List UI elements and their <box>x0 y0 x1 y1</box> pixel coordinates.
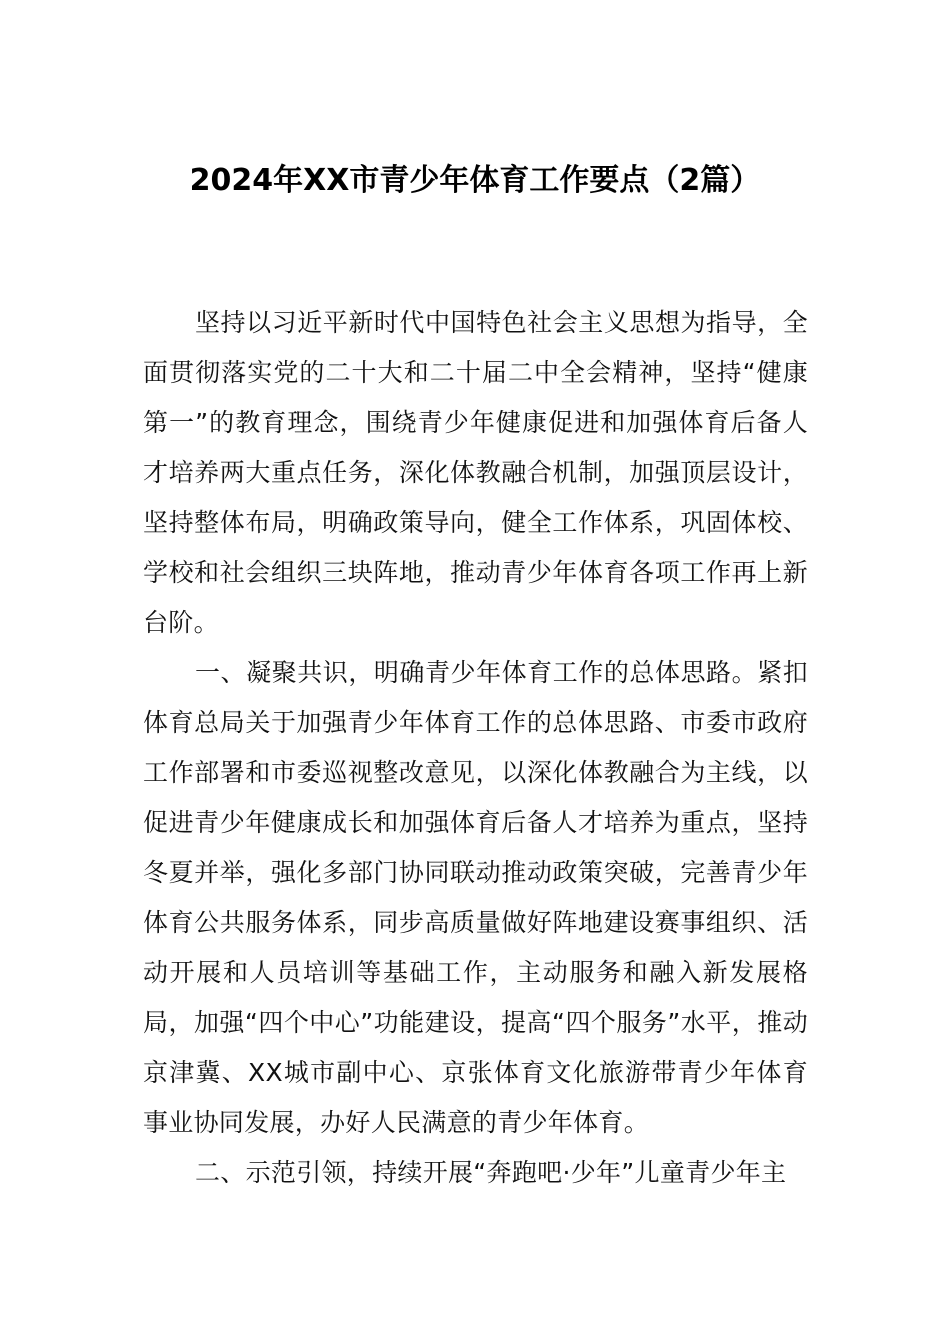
body-paragraph: 一、凝聚共识，明确青少年体育工作的总体思路。紧扣体育总局关于加强青少年体育工作的总体思路、市委市政府工作部署和市委巡视整改意见，以深化体教融合为主线，以促进青少年健康成长和加强体育后备人才培养为重点，坚持冬夏并举，强化多部门协同联动推动政策突破，完善青少年体育公共服务体系，同步高质量做好阵地建设赛事组织、活动开展和人员培训等基础工作，主动服务和融入新发展格局，加强“四个中心”功能建设，提高“四个服务”水平，推动京津冀、XX城市副中心、京张体育文化旅游带青少年体育事业协同发展，办好人民满意的青少年体育。 <box>143 658 808 1137</box>
document-body <box>143 298 808 1198</box>
body-paragraph: 坚持以习近平新时代中国特色社会主义思想为指导，全面贯彻落实党的二十大和二十届二中全会精神，坚持“健康第一”的教育理念，围绕青少年健康促进和加强体育后备人才培养两大重点任务，深化体教融合机制，加强顶层设计，坚持整体布局，明确政策导向，健全工作体系，巩固体校、学校和社会组织三块阵地，推动青少年体育各项工作再上新台阶。 <box>143 308 808 637</box>
document-title: 2024年XX市青少年体育工作要点（2篇） <box>189 163 761 198</box>
body-paragraph: 二、示范引领，持续开展“奔跑吧·少年”儿童青少年主 <box>195 1158 787 1187</box>
